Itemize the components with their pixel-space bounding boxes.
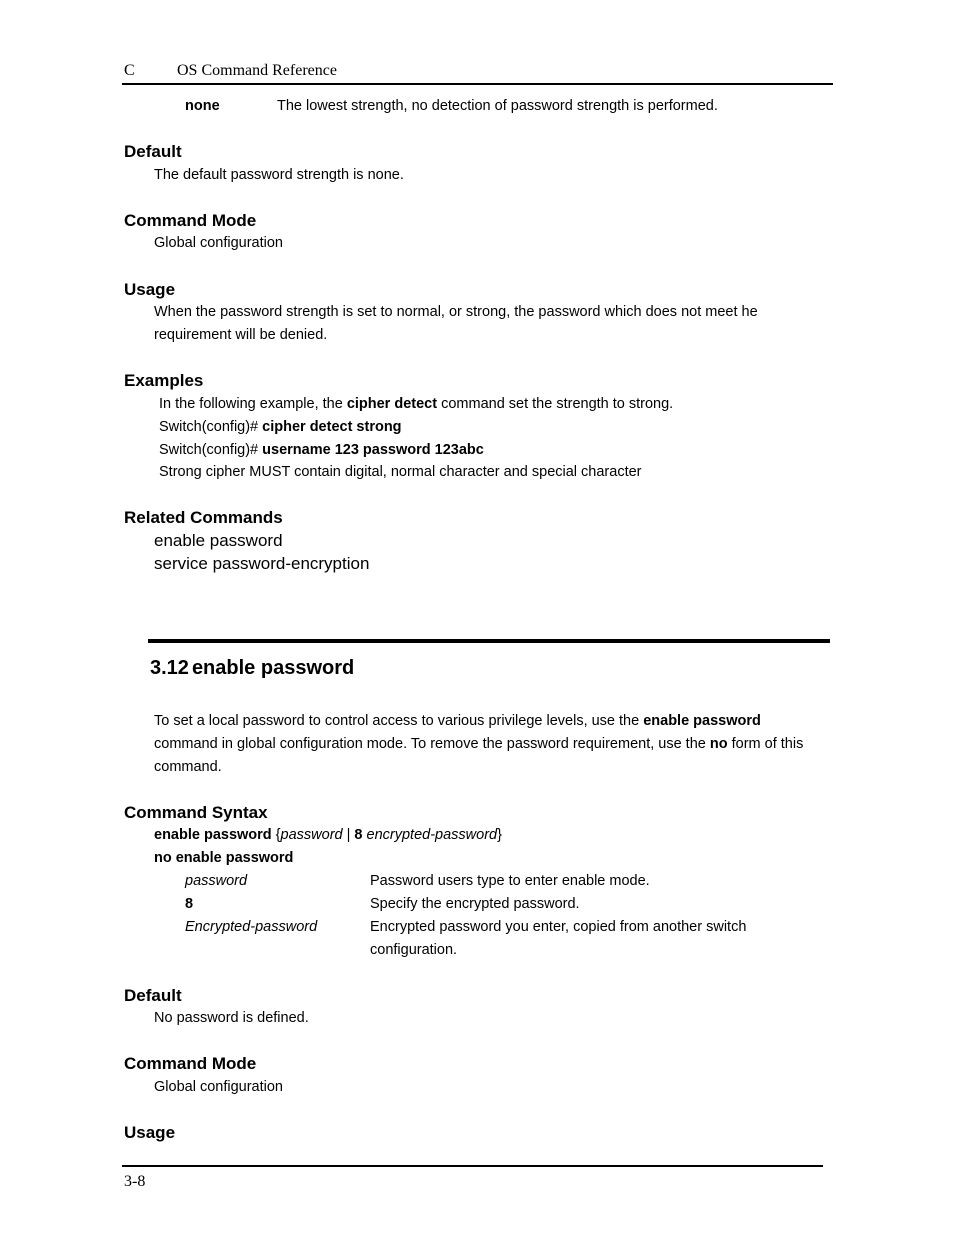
command-syntax-heading: Command Syntax bbox=[124, 803, 268, 822]
section-title bbox=[150, 655, 354, 681]
related-command-service-password-encryption: service password-encryption bbox=[154, 554, 370, 573]
param-none-name: none bbox=[185, 98, 220, 114]
default-text-2: No password is defined. bbox=[154, 1010, 309, 1026]
examples-heading: Examples bbox=[124, 371, 204, 390]
usage-heading-2: Usage bbox=[124, 1123, 176, 1142]
param-password-desc: Password users type to enter enable mode. bbox=[370, 873, 650, 889]
param-encrypted-password-name: Encrypted-password bbox=[185, 919, 318, 935]
footer-rule bbox=[122, 1165, 823, 1167]
usage-line-1: When the password strength is set to normal, or strong, the password which does not meet he bbox=[154, 304, 758, 320]
header-letter: C bbox=[124, 62, 135, 79]
intro-line-1: To set a local password to control access to various privilege levels, use the enable password bbox=[154, 713, 761, 729]
example-line-2: Switch(config)# cipher detect strong bbox=[159, 419, 402, 435]
header-title: OS Command Reference bbox=[177, 62, 337, 79]
example-line-1: In the following example, the cipher detect command set the strength to strong. bbox=[159, 396, 674, 412]
command-mode-heading: Command Mode bbox=[124, 211, 257, 230]
example-line-4: Strong cipher MUST contain digital, normal character and special character bbox=[159, 464, 642, 480]
param-8-name: 8 bbox=[185, 896, 194, 912]
syntax-line-2: no enable password bbox=[154, 850, 294, 866]
intro-line-2: command in global configuration mode. To remove the password requirement, use the no form of this bbox=[154, 736, 804, 752]
default-text: The default password strength is none. bbox=[154, 167, 404, 183]
section-number: 3.12 bbox=[150, 657, 189, 679]
param-encrypted-password-desc: Encrypted password you enter, copied from another switch bbox=[370, 919, 747, 935]
usage-line-2: requirement will be denied. bbox=[154, 327, 328, 343]
command-mode-heading-2: Command Mode bbox=[124, 1054, 257, 1073]
param-password-name: password bbox=[185, 873, 248, 889]
command-mode-text: Global configuration bbox=[154, 235, 283, 251]
example-line-3: Switch(config)# username 123 password 123abc bbox=[159, 442, 484, 458]
related-commands-heading: Related Commands bbox=[124, 508, 283, 527]
syntax-line-1: enable password {password | 8 encrypted-password} bbox=[154, 827, 502, 843]
default-heading-2: Default bbox=[124, 986, 182, 1005]
default-heading: Default bbox=[124, 142, 182, 161]
param-8-desc: Specify the encrypted password. bbox=[370, 896, 580, 912]
section-name: enable password bbox=[191, 657, 355, 679]
intro-line-3: command. bbox=[154, 759, 222, 775]
page-number: 3-8 bbox=[124, 1173, 146, 1190]
related-command-enable-password: enable password bbox=[154, 531, 283, 550]
header-rule bbox=[122, 83, 833, 85]
section-rule bbox=[148, 639, 830, 643]
command-mode-text-2: Global configuration bbox=[154, 1079, 283, 1095]
usage-heading: Usage bbox=[124, 280, 176, 299]
param-encrypted-password-desc-cont: configuration. bbox=[370, 942, 458, 958]
param-none-desc: The lowest strength, no detection of password strength is performed. bbox=[277, 98, 718, 114]
